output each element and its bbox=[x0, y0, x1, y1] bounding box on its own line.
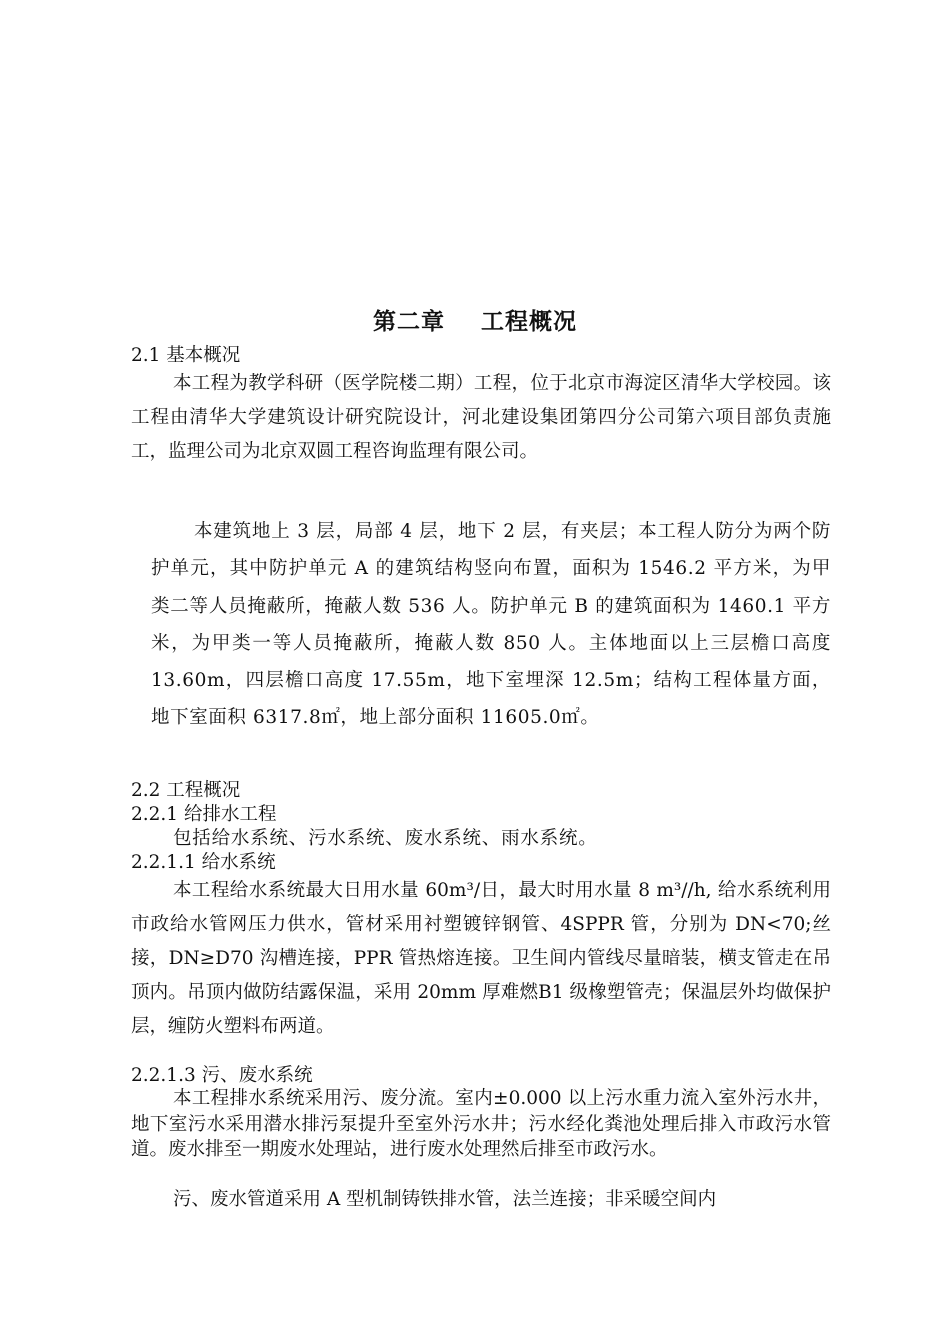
paragraph-building-overview: 本建筑地上 3 层，局部 4 层，地下 2 层，有夹层；本工程人防分为两个防护单元，其中防护单元 A 的建筑结构竖向布置，面积为 1546.2 平方米，为甲类二等人员掩蔽所，掩蔽人数 536 人。防护单元 B 的建筑面积为 1460.1 平方米，为甲类一等人员掩蔽所，掩蔽人数 850 人。主体地面以上三层檐口高度 13.60m，四层檐口高度 17.55m，地下室埋深 12.5m；结构工程体量方面，地下室面积 6317.8㎡，地上部分面积 11605.0㎡。 bbox=[151, 521, 831, 729]
paragraph-sewage-system: 本工程排水系统采用污、废分流。室内±0.000 以上污水重力流入室外污水井，地下室污水采用潜水排污泵提升至室外污水井；污水经化粪池处理后排入市政污水管道。废水排至一期废水处理站，进行废水处理然后排至市政污水。 bbox=[131, 1088, 831, 1161]
paragraph-water-supply: 本工程给水系统最大日用水量 60m³/日，最大时用水量 8 m³//h, 给水系统利用市政给水管网压力供水，管材采用衬塑镀锌钢管、4SPPR 管，分别为 DN<70;丝接，DN≥D70 沟槽连接，PPR 管热熔连接。卫生间内管线尽量暗装，横支管走在吊顶内。吊顶内做防结露保温，采用 20mm 厚难燃B1 级橡塑管壳；保温层外均做保护层，缠防火塑料布两道。 bbox=[131, 880, 831, 1037]
section-heading-2-2-1: 2.2.1 给排水工程 bbox=[131, 804, 277, 825]
paragraph-project-basic: 本工程为教学科研（医学院楼二期）工程，位于北京市海淀区清华大学校园。该工程由清华大学建筑设计研究院设计，河北建设集团第四分公司第六项目部负责施工，监理公司为北京双圆工程咨询监理有限公司。 bbox=[131, 373, 831, 462]
paragraph-systems-included: 包括给水系统、污水系统、废水系统、雨水系统。 bbox=[173, 828, 598, 849]
section-heading-2-2-1-1: 2.2.1.1 给水系统 bbox=[131, 852, 276, 873]
chapter-title: 第二章 工程概况 bbox=[372, 308, 578, 335]
section-heading-2-1: 2.1 基本概况 bbox=[131, 345, 241, 366]
section-heading-2-2-1-3: 2.2.1.3 污、废水系统 bbox=[131, 1065, 313, 1086]
section-heading-2-2: 2.2 工程概况 bbox=[131, 780, 241, 801]
paragraph-drain-pipes: 污、废水管道采用 A 型机制铸铁排水管，法兰连接；非采暖空间内 bbox=[173, 1189, 717, 1210]
